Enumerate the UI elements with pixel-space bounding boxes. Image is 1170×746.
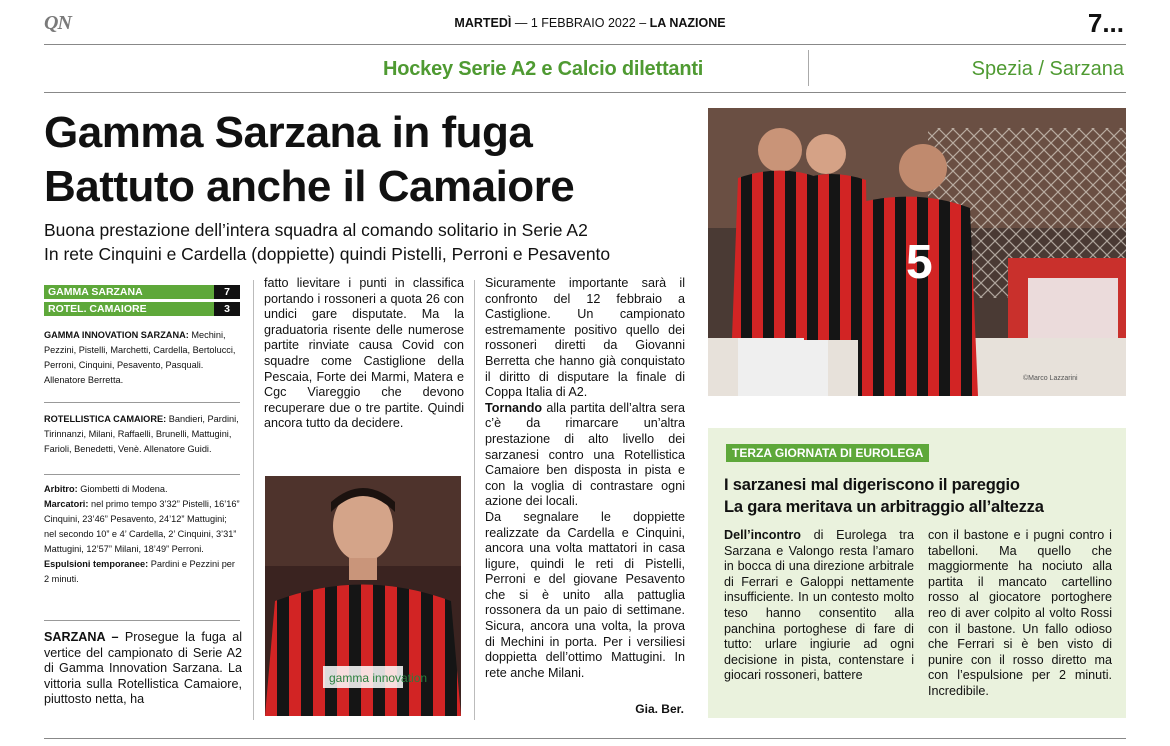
score-team: ROTEL. CAMAIORE [48,303,147,315]
section-title: Hockey Serie A2 e Calcio dilettanti [383,58,704,80]
section-rule [44,92,1126,93]
sidebar-tag: TERZA GIORNATA DI EUROLEGA [726,444,929,462]
headline-line-1: Gamma Sarzana in fuga [44,108,533,157]
lineup-home [44,328,240,388]
sidebar-column-2: con il bastone e i pugni contro i tabelloni. Ma quello che maggiormente ha nociuto alla partita il mancato cartellino rosso al giocatore portoghere reo di aver colpito al volto Rossi con il bastone. Un fallo odioso che Ferrari si è ben visto di punire con il rosso diretto ma con l’espulsione per 2 minuti. Incredibile. [928,528,1112,698]
score-goals: 7 [214,285,240,299]
referee-label: Arbitro: [44,484,78,494]
divider [44,620,240,621]
article-subhead [44,218,704,266]
dateline-day: MARTEDÌ [454,16,512,30]
top-rule [44,44,1126,45]
subhead-line-2: In rete Cinquini e Cardella (doppiette) quindi Pistelli, Perroni e Pesavento [44,244,611,264]
expulsions-value: Pardini e Pezzini per 2 minuti. [44,559,235,584]
author-signature: Gia. Ber. [635,702,684,716]
lineup-away-players: Bandieri, Pardini, Tirinnanzi, Milani, Raffaelli, Brunelli, Mattugini, Farioli, Benedetti, Venè. Allenatore Guidi. [44,414,239,454]
headline-line-2: Battuto anche il Camaiore [44,162,575,211]
col3-p2-text: alla partita dell’altra sera c’è da rimarcare un’altra prestazione di alto livello dei sarzanesi contro una Rotellistica Camaiore ben disposta in pista e con la voglia di contrastare ogni azione dei locali. [485,400,685,509]
sidebar-lead-text: di Eurolega tra Sarzana e Valongo resta l’amaro in bocca di una direzione arbitrale di Ferrari e Galoppi nettamente insufficiente. In un contesto molto teso hanno consentito alla panchina portoghese di fare di tutto: urlare ingiurie ad ogni decisione in pista, contenstare i giocari rossoneri, battere [724,528,914,683]
bottom-rule [44,738,1126,739]
col3-paragraph-1: Sicuramente importante sarà il confronto del 12 febbraio a Castiglione. Un campionato estremamente positivo quello dei rossoneri diretti da Giovanni Berretta che hanno già conquistato il diritto di disputare la finale di Coppa Italia di A2. [485,276,685,400]
subhead-line-1: Buona prestazione dell’intera squadra al comando solitario in Serie A2 [44,220,588,240]
lineup-home-label: GAMMA INNOVATION SARZANA: [44,330,189,340]
section-divider [808,50,809,86]
sidebar-title-line-1: I sarzanesi mal digeriscono il pareggio [724,476,1020,494]
sidebar-title-line-2: La gara meritava un arbitraggio all’altezza [724,498,1044,516]
col3-p2-label: Tornando [485,400,543,415]
referee-value: Giombetti di Modena. [80,484,168,494]
scorers-value: nel primo tempo 3’32” Pistelli, 16’16” Cinquini, 23’46” Pesavento, 24’12” Mattugini; nel secondo 10” e 4’ Cardella, 2’ Cinquini, 3’31” Mattugini, 12’57” Milani, 18’49” Perroni. [44,499,240,554]
player-portrait-image [265,476,461,716]
expulsions-label: Espulsioni temporanee: [44,559,149,569]
dateline [380,16,800,30]
divider [44,402,240,403]
dateline-paper: LA NAZIONE [649,16,726,30]
jersey-sponsor: gamma innovation [329,671,428,685]
article-column-1 [44,630,242,708]
scorers-line [44,497,240,557]
col3-paragraph-2 [485,401,685,510]
score-team: GAMMA SARZANA [48,286,143,298]
article-headline [44,106,704,214]
expulsions-line [44,557,240,587]
divider [44,474,240,475]
jersey-number: 5 [906,236,933,289]
match-details [44,482,240,587]
score-row-home [44,285,240,299]
score-goals: 3 [214,302,240,316]
section-location: Spezia / Sarzana [971,58,1124,80]
lead-label: SARZANA – [44,630,119,644]
dateline-date: — 1 FEBBRAIO 2022 – [514,16,647,30]
scorers-label: Marcatori: [44,499,89,509]
col3-paragraph-3: Da segnalare le doppiette realizzate da Cardella e Cinquini, ancora una volta mattatori in casa ligure, quindi le reti di Pistelli, Perroni e del giovane Pesavento che si è unito alla pattuglia rossonera da un paio di settimane. Sicura, ancora una volta, la prova di Mechini in porta. Per i versiliesi doppietta dell’ottimo Mattugini. In rete anche Milani. [485,509,685,680]
column-divider [474,280,475,720]
lineup-away [44,412,240,457]
sidebar-title [724,474,1114,518]
article-column-2: fatto lievitare i punti in classifica portando i rossoneri a quota 26 con undici gare disputate. Ma la graduatoria risente delle numerose partite rinviate causa Covid con squadre come Castiglione della Pescaia, Forte dei Marmi, Matera e Cgc Viareggio che devono recuperare due o tre partite. Quindi ancora tutto da decidere. [264,276,464,431]
player-portrait-photo [265,476,461,716]
photo-credit: ©Marco Lazzarini [1023,375,1078,382]
lineup-away-label: ROTELLISTICA CAMAIORE: [44,414,167,424]
column-divider [253,280,254,720]
lineup-home-players: Mechini, Pezzini, Pistelli, Marchetti, Cardella, Bertolucci, Perroni, Cinquini, Pesavento, Pasquali. Allenatore Berretta. [44,330,236,385]
article-column-3 [485,276,685,681]
sidebar-column-1 [724,528,914,684]
newspaper-logo: QN [44,12,71,34]
lead-text: Prosegue la fuga al vertice del campionato di Serie A2 di Gamma Innovation Sarzana. La vittoria sulla Rotellistica Camaiore, piuttosto netta, ha [44,630,242,707]
sidebar-lead-label: Dell’incontro [724,528,801,542]
score-row-away [44,302,240,316]
page-number: 7... [1087,8,1124,38]
referee-line [44,482,240,497]
team-celebration-image [708,108,1126,396]
team-celebration-photo [708,108,1126,396]
